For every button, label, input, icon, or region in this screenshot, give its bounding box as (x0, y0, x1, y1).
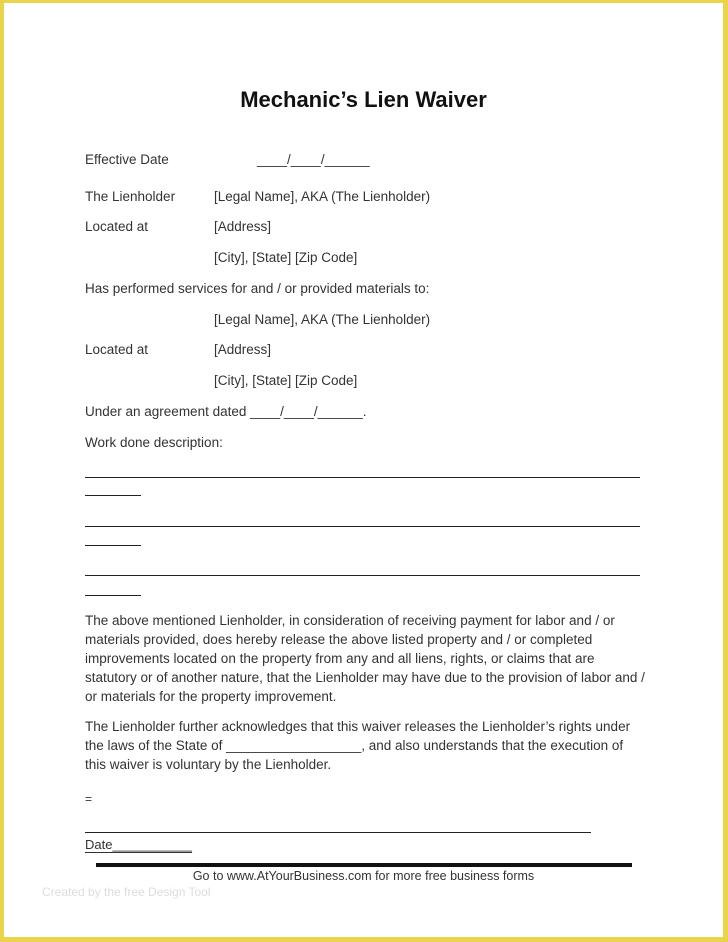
watermark-text: Created by the free Design Tool (42, 885, 211, 899)
located-at-label-1: Located at (85, 219, 149, 234)
address-field-2[interactable]: [Address] (214, 342, 272, 357)
located-at-label-2: Located at (85, 342, 149, 357)
document-title: Mechanic’s Lien Waiver (240, 87, 487, 112)
signature-line[interactable] (85, 832, 591, 833)
date-field[interactable]: Date___________ (85, 837, 192, 852)
work-description-label: Work done description: (85, 435, 223, 450)
agreement-date-line[interactable]: Under an agreement dated ____/____/______. (85, 404, 367, 419)
acknowledgement-paragraph: The Lienholder further acknowledges that this waiver releases the Lienholder’s rights under the laws of the State of __________________, and also understands that the execution of this waiver is voluntary by the Lienholder. (85, 719, 631, 772)
equals-mark: = (85, 792, 93, 806)
footer-text: Go to www.AtYourBusiness.com for more free business forms (192, 869, 535, 883)
document-page (4, 3, 723, 937)
work-description-line-3[interactable] (85, 575, 640, 576)
lienholder-label: The Lienholder (85, 189, 176, 204)
footer-divider (96, 863, 632, 867)
address-field-1[interactable]: [Address] (214, 219, 272, 234)
work-description-line-1[interactable] (85, 477, 640, 478)
effective-date-label: Effective Date (85, 152, 169, 167)
services-statement: Has performed services for and / or provided materials to: (85, 281, 430, 296)
city-state-zip-field-1[interactable]: [City], [State] [Zip Code] (214, 250, 358, 265)
release-paragraph: The above mentioned Lienholder, in consideration of receiving payment for labor and / or materials provided, does hereby release the above listed property and / or completed improvements located on the property from any and all liens, rights, or claims that are statutory or of another nature, that the Lienholder may have due to the provision of labor and / or materials for the property improvement. (85, 613, 645, 704)
work-description-line-3-end[interactable] (85, 595, 141, 596)
lienholder-name-field[interactable]: [Legal Name], AKA (The Lienholder) (214, 189, 431, 204)
work-description-line-2[interactable] (85, 526, 640, 527)
effective-date-blank[interactable]: ____/____/______ (257, 152, 370, 167)
city-state-zip-field-2[interactable]: [City], [State] [Zip Code] (214, 373, 358, 388)
recipient-name-field[interactable]: [Legal Name], AKA (The Lienholder) (214, 312, 431, 327)
work-description-line-1-end[interactable] (85, 495, 141, 496)
work-description-line-2-end[interactable] (85, 545, 141, 546)
